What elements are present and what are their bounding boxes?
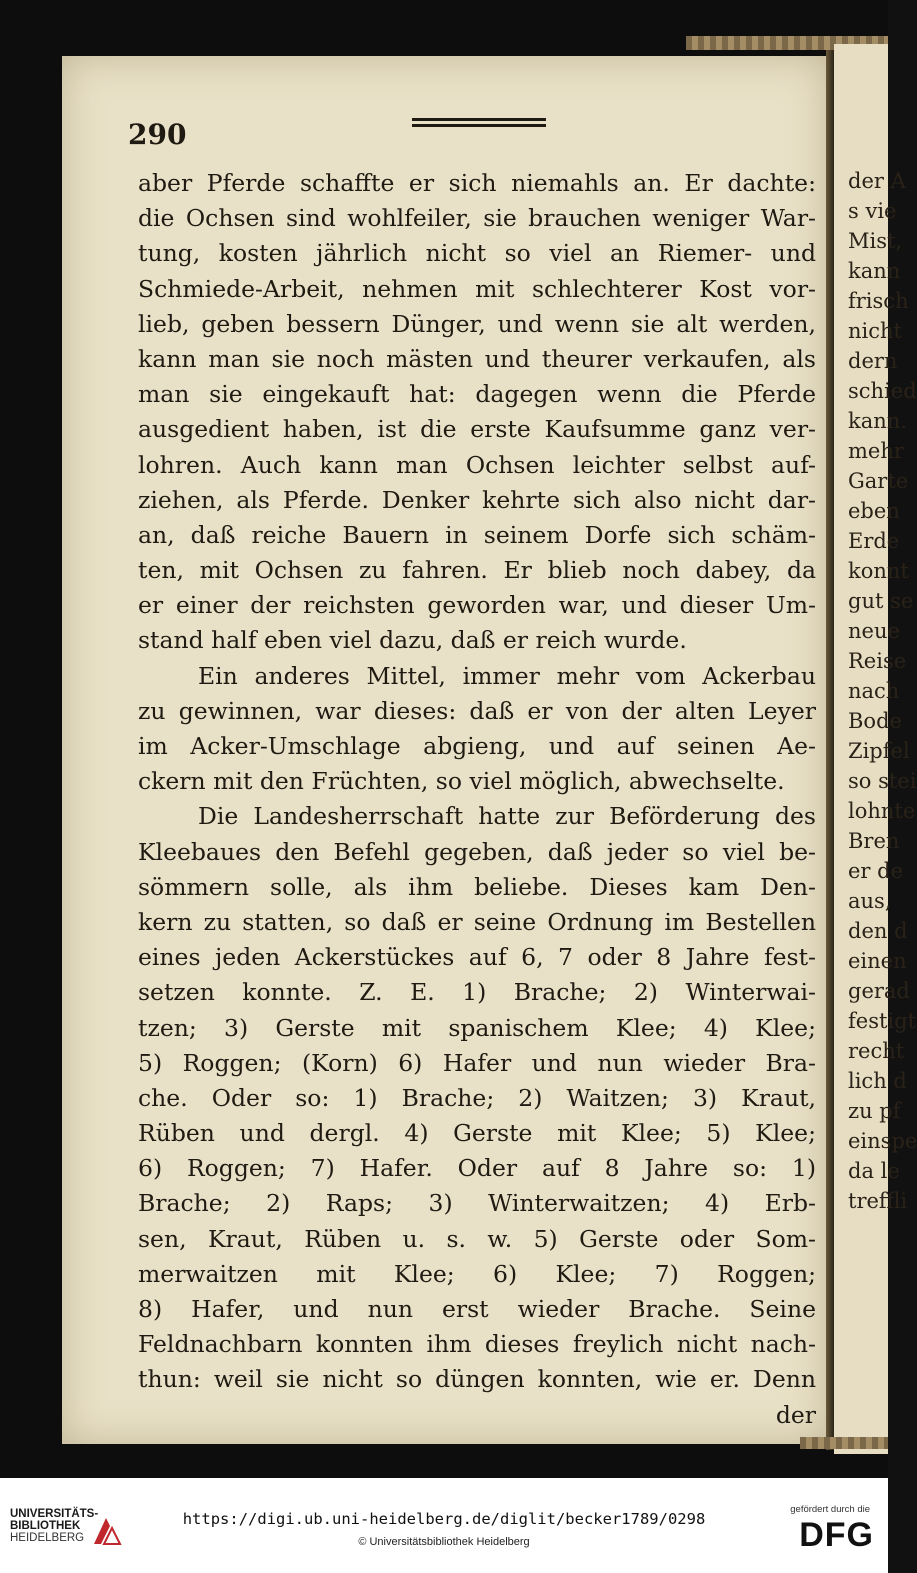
facing-page-fragment: neue [848, 619, 900, 643]
text-line: Ein anderes Mittel, immer mehr vom Ackerbau [198, 661, 816, 690]
book-page [62, 56, 827, 1444]
body-text [138, 166, 816, 1433]
source-url-link[interactable]: https://digi.ub.uni-heidelberg.de/diglit/becker1789/0298 [182, 1510, 706, 1528]
facing-page-fragment: Garte [848, 469, 909, 493]
text-line: Die Landesherrschaft hatte zur Beförderung des [198, 802, 816, 831]
facing-page-fragment: festigt [848, 1009, 917, 1033]
text-line: che. Oder so: 1) Brache; 2) Waitzen; 3) Kraut, [138, 1083, 816, 1112]
facing-page-fragment: zu pf [848, 1099, 901, 1123]
facing-page-fragment: konnt [848, 559, 909, 583]
text-line: merwaitzen mit Klee; 6) Klee; 7) Roggen; [138, 1259, 816, 1288]
facing-page-fragment: lohnte [848, 799, 916, 823]
page-number: 290 [128, 118, 187, 151]
facing-page-fragment: mehr [848, 439, 904, 463]
facing-page-fragment: aus, [848, 889, 892, 913]
text-line: stand half eben viel dazu, daß er reich wurde. [138, 626, 687, 655]
text-line: lohren. Auch kann man Ochsen leichter selbst auf- [138, 450, 816, 479]
facing-page-fragment: einspe [848, 1129, 917, 1153]
text-line: kann man sie noch mästen und theurer verkaufen, als [138, 344, 816, 373]
library-name-line-2: BIBLIOTHEK [10, 1520, 81, 1532]
facing-page-fragment: s vie [848, 199, 897, 223]
facing-page-fragment: dern [848, 349, 898, 373]
text-line: die Ochsen sind wohlfeiler, sie brauchen weniger War- [138, 204, 816, 233]
facing-page-fragment: frisch [848, 289, 909, 313]
facing-page-fragment: da le [848, 1159, 900, 1183]
text-line: setzen konnte. Z. E. 1) Brache; 2) Winterwai- [138, 978, 816, 1007]
facing-page-fragment: der A [848, 169, 906, 193]
facing-page-fragment: gerad [848, 979, 910, 1003]
facing-page-fragment: nicht [848, 319, 902, 343]
text-line: sömmern solle, als ihm beliebe. Dieses kam Den- [138, 872, 816, 901]
text-line: ausgedient haben, ist die erste Kaufsumme ganz ver- [138, 415, 816, 444]
header-rule [412, 118, 546, 130]
text-line: man sie eingekauft hat: dagegen wenn die Pferde [138, 380, 816, 409]
facing-page-fragment: kann [848, 259, 901, 283]
facing-page-fragment: schied [848, 379, 917, 403]
library-name-line-1: UNIVERSITÄTS- [10, 1508, 99, 1520]
text-line: Schmiede-Arbeit, nehmen mit schlechterer Kost vor- [138, 274, 816, 303]
facing-page-fragment: kann. [848, 409, 907, 433]
text-line: ziehen, als Pferde. Denker kehrte sich also nicht dar- [138, 485, 816, 514]
facing-page-fragment: gut se [848, 589, 914, 613]
text-line: Kleebaues den Befehl gegeben, daß jeder so viel be- [138, 837, 816, 866]
text-line: thun: weil sie nicht so düngen konnten, wie er. Denn [138, 1365, 816, 1394]
text-line: an, daß reiche Bauern in seinem Dorfe sich schäm- [138, 520, 816, 549]
text-line: Feldnachbarn konnten ihm dieses freylich nicht nach- [138, 1330, 816, 1359]
text-line: tung, kosten jährlich nicht so viel an Riemer- und [138, 239, 816, 268]
text-line: er einer der reichsten geworden war, und dieser Um- [138, 591, 816, 620]
facing-page-fragment: Mist, [848, 229, 903, 253]
copyright-text: © Universitätsbibliothek Heidelberg [358, 1536, 530, 1548]
facing-page-fragments [834, 166, 917, 1216]
facing-page-fragment: so stei [848, 769, 917, 793]
facing-page-fragment: Bren [848, 829, 900, 853]
facing-page-fragment: Zipfel [848, 739, 910, 763]
facing-page-fragment: nach [848, 679, 900, 703]
text-line: zu gewinnen, war dieses: daß er von der alten Leyer [138, 696, 816, 725]
facing-page-fragment: Erde [848, 529, 900, 553]
text-line: tzen; 3) Gerste mit spanischem Klee; 4) Klee; [138, 1013, 816, 1042]
viewer-footer [0, 1478, 888, 1573]
facing-page-fragment: treffli [848, 1189, 908, 1213]
funder-note: gefördert durch die [790, 1504, 870, 1515]
catchword: der [775, 1400, 816, 1429]
text-line: Brache; 2) Raps; 3) Winterwaitzen; 4) Erb- [138, 1189, 816, 1218]
text-line: 6) Roggen; 7) Hafer. Oder auf 8 Jahre so: 1) [138, 1154, 816, 1183]
facing-page-fragment: recht [848, 1039, 905, 1063]
text-line: 5) Roggen; (Korn) 6) Hafer und nun wieder Bra- [138, 1048, 816, 1077]
text-line: sen, Kraut, Rüben u. s. w. 5) Gerste oder Som- [138, 1224, 816, 1253]
binding-tape-bottom [800, 1437, 888, 1449]
facing-page-edge [834, 44, 917, 1454]
text-line: lieb, geben bessern Dünger, und wenn sie alt werden, [138, 309, 816, 338]
text-line: aber Pferde schaffte er sich niemahls an. Er dachte: [138, 169, 816, 197]
facing-page-fragment: Reise [848, 649, 907, 673]
text-line: ckern mit den Früchten, so viel möglich, abwechselte. [138, 767, 785, 796]
library-name-line-3: HEIDELBERG [10, 1532, 85, 1544]
text-line: 8) Hafer, und nun erst wieder Brache. Seine [138, 1295, 816, 1323]
text-line: Rüben und dergl. 4) Gerste mit Klee; 5) Klee; [138, 1119, 816, 1148]
facing-page-fragment: den d [848, 919, 908, 943]
book-gutter [826, 50, 834, 1450]
text-line: ten, mit Ochsen zu fahren. Er blieb noch dabey, da [138, 556, 816, 585]
facing-page-fragment: lich d [848, 1069, 907, 1093]
text-line: im Acker-Umschlage abgieng, und auf seinen Ae- [138, 732, 816, 760]
facing-page-fragment: eben [848, 499, 900, 523]
facing-page-fragment: einen [848, 949, 907, 973]
facing-page-fragment: er de [848, 859, 904, 883]
facing-page-fragment: Bode [848, 709, 902, 733]
dfg-logo: DFG [799, 1516, 874, 1554]
text-line: eines jeden Ackerstückes auf 6, 7 oder 8 Jahre fest- [138, 943, 816, 972]
text-line: kern zu statten, so daß er seine Ordnung im Bestellen [138, 907, 816, 936]
